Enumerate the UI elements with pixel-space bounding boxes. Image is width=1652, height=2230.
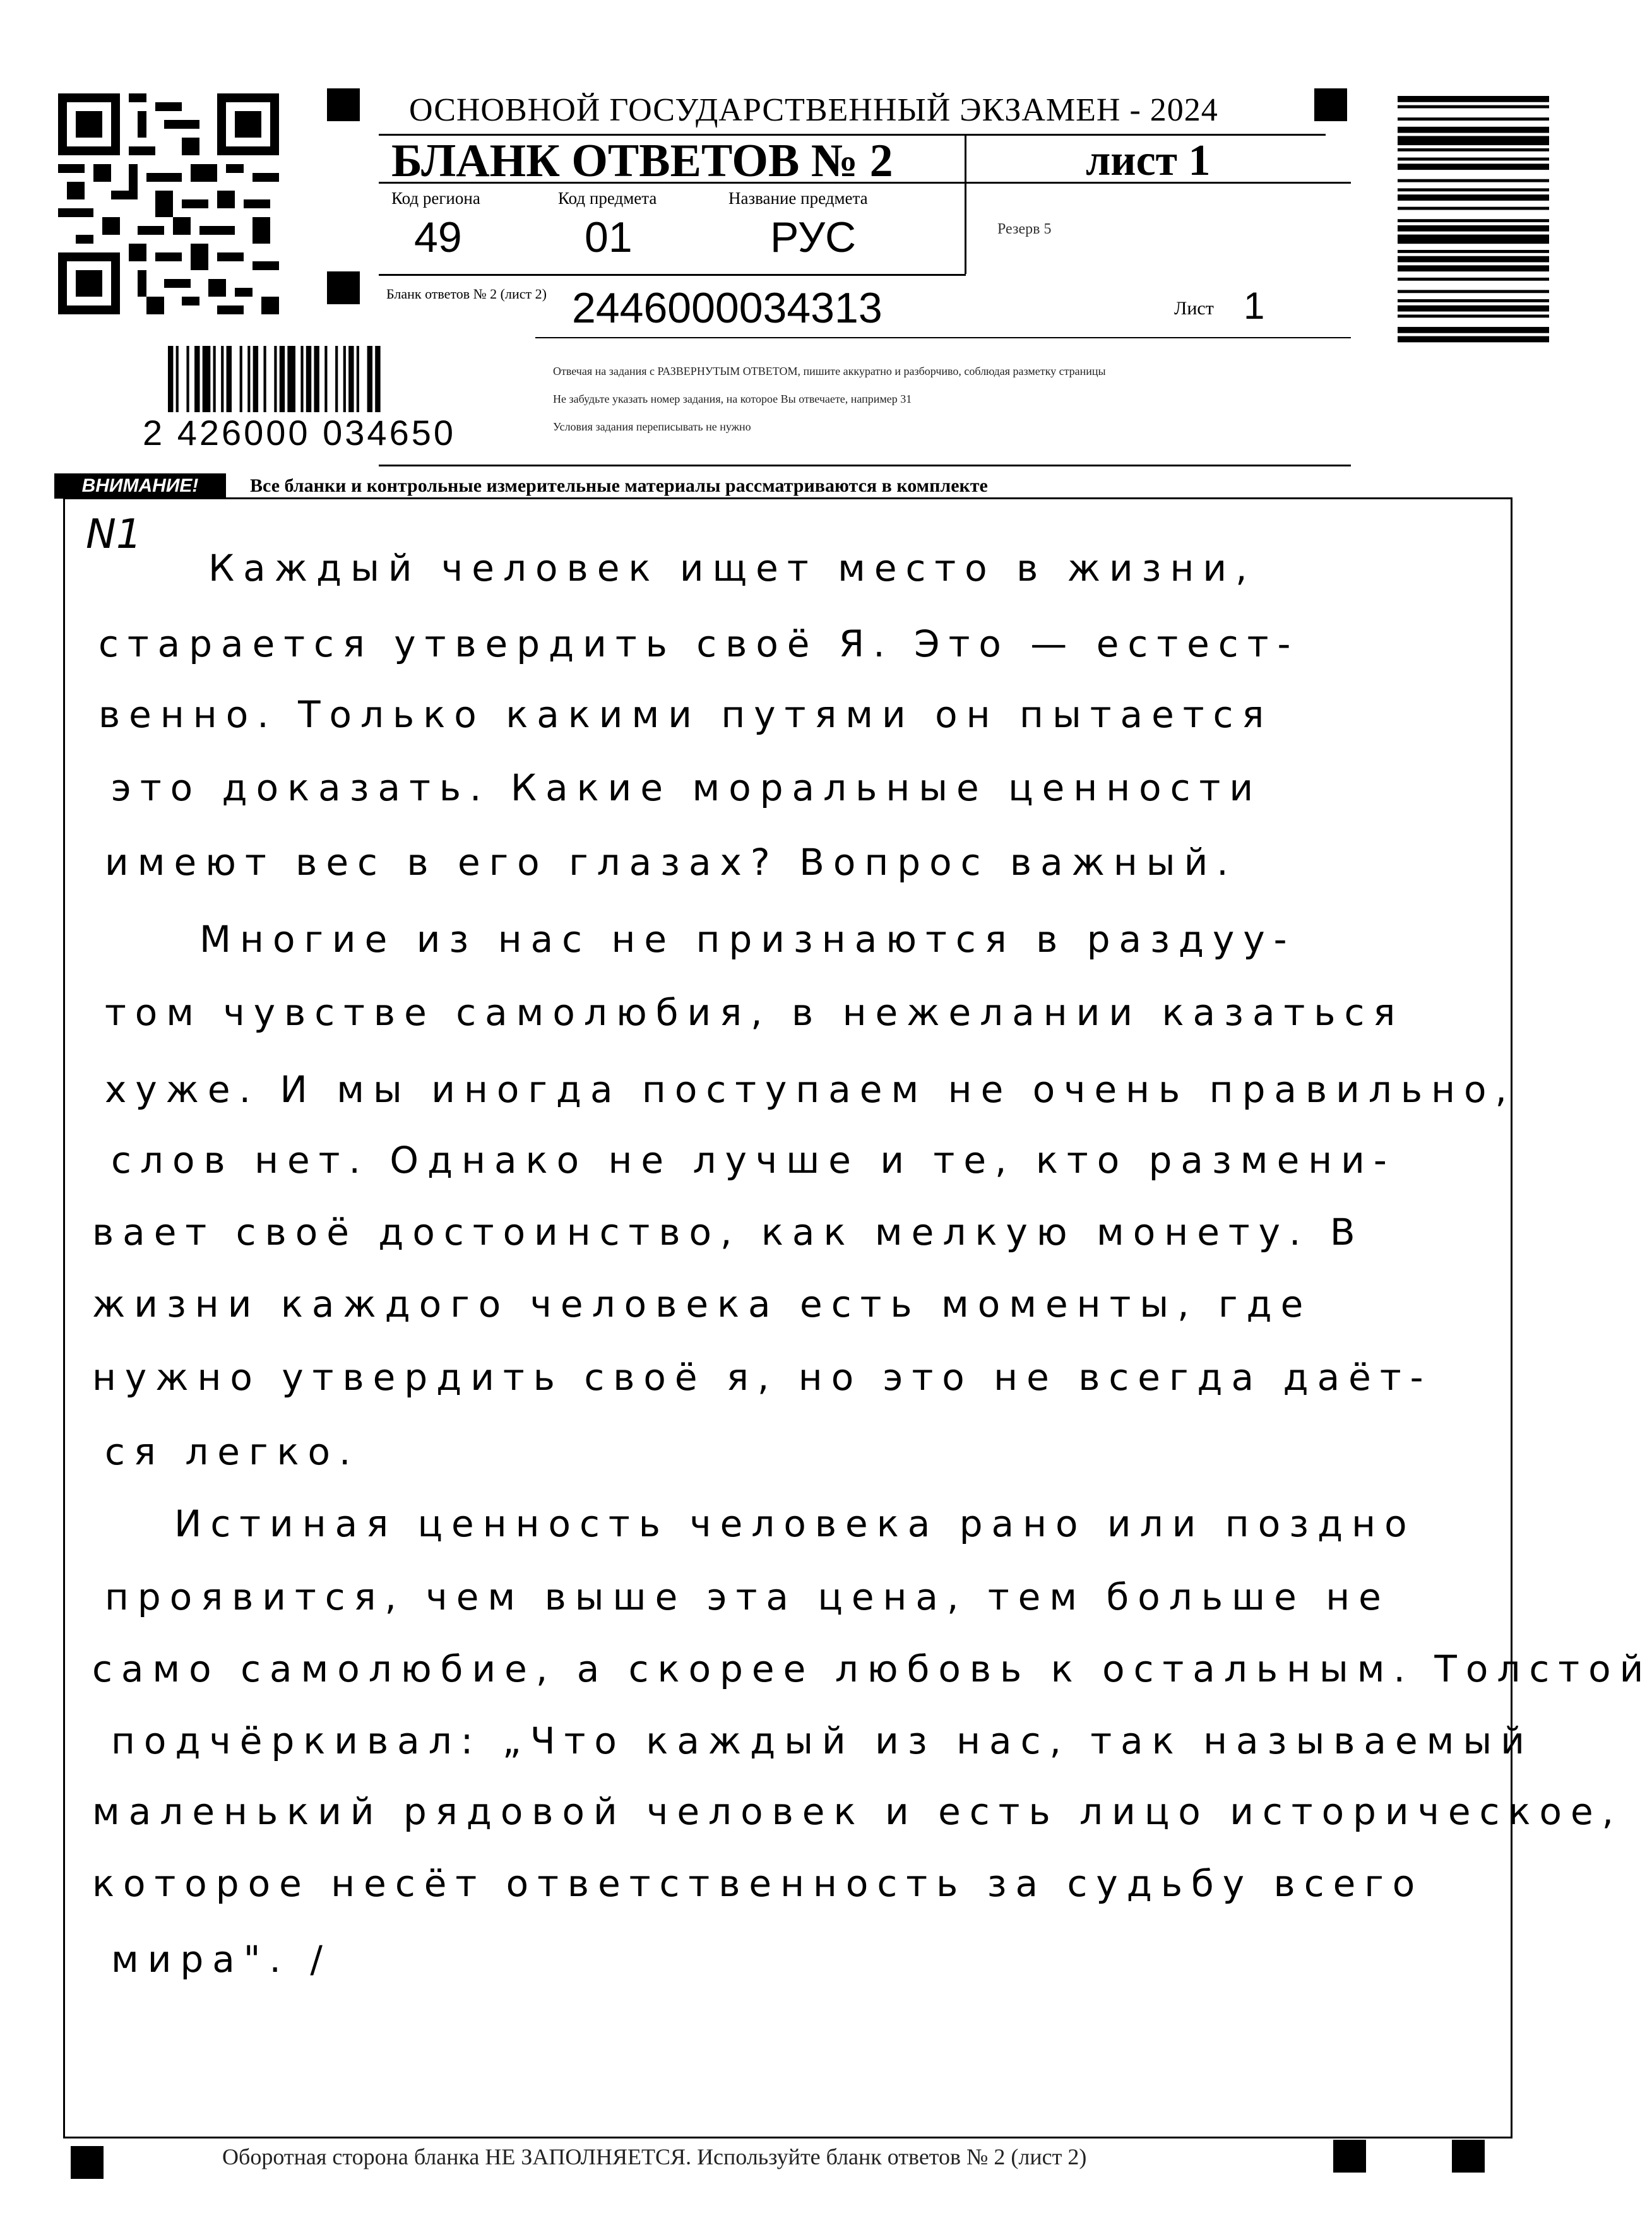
registration-mark <box>71 2146 104 2179</box>
answer-line: хуже. И мы иногда поступаем не очень правильно, <box>105 1068 1516 1111</box>
barcode-vertical <box>1398 96 1549 458</box>
qr-code <box>58 93 279 314</box>
instruction-line: Условия задания переписывать не нужно <box>553 420 751 433</box>
subject-name-caption: Название предмета <box>728 189 868 208</box>
footer-note: Оборотная сторона бланка НЕ ЗАПОЛНЯЕТСЯ. Используйте бланк ответов № 2 (лист 2) <box>222 2144 1087 2169</box>
answer-sheet-caption: Бланк ответов № 2 (лист 2) <box>386 286 547 302</box>
answer-line: которое несёт ответственность за судьбу всего <box>92 1862 1424 1905</box>
answer-line: вает своё достоинство, как мелкую монету. В <box>92 1211 1364 1254</box>
answer-line: маленький рядовой человек и есть лицо историческое, <box>92 1790 1623 1833</box>
subject-name-value: РУС <box>770 213 857 261</box>
barcode-number: 2 426000 034650 <box>143 413 456 453</box>
reserve-label: Резерв 5 <box>997 221 1052 237</box>
region-value: 49 <box>414 213 462 261</box>
divider <box>965 134 966 274</box>
answer-line: подчёркивал: „Что каждый из нас, так называемый <box>111 1719 1533 1762</box>
answer-line: жизни каждого человека есть моменты, где <box>92 1283 1312 1326</box>
registration-mark <box>327 88 360 121</box>
answer-line: том чувстве самолюбия, в нежелании казаться <box>105 991 1405 1034</box>
answer-line: Каждый человек ищет место в жизни, <box>208 547 1256 590</box>
exam-title: ОСНОВНОЙ ГОСУДАРСТВЕННЫЙ ЭКЗАМЕН - 2024 <box>409 92 1218 128</box>
answer-line: Многие из нас не признаются в раздуу- <box>199 918 1296 961</box>
registration-mark <box>1314 88 1347 121</box>
sheet-value: 1 <box>1244 285 1265 327</box>
answer-line: само самолюбие, а скорее любовь к остальным. Толстой <box>92 1647 1652 1690</box>
form-title: БЛАНК ОТВЕТОВ № 2 <box>391 135 893 187</box>
subject-code-value: 01 <box>585 213 633 261</box>
divider <box>379 274 966 276</box>
divider <box>379 465 1351 466</box>
registration-mark <box>1333 2140 1366 2173</box>
registration-mark <box>327 271 360 304</box>
answer-line: ся легко. <box>105 1430 360 1473</box>
answer-line: Истиная ценность человека рано или поздно <box>174 1502 1416 1545</box>
answer-sheet-number: 2446000034313 <box>572 284 882 332</box>
answer-line: слов нет. Однако не лучше и те, кто размени- <box>111 1139 1396 1182</box>
task-number: N1 <box>86 511 142 558</box>
attention-text: Все бланки и контрольные измерительные материалы рассматриваются в комплекте <box>250 475 988 496</box>
divider <box>535 337 1351 338</box>
region-caption: Код региона <box>391 189 480 208</box>
sheet-label: лист 1 <box>1086 136 1211 185</box>
divider <box>379 182 1351 184</box>
subject-code-caption: Код предмета <box>558 189 657 208</box>
sheet-caption: Лист <box>1174 298 1214 319</box>
instruction-line: Не забудьте указать номер задания, на которое Вы отвечаете, например 31 <box>553 393 912 405</box>
answer-line: имеют вес в его глазах? Вопрос важный. <box>105 841 1237 884</box>
attention-badge: ВНИМАНИЕ! <box>54 473 226 499</box>
answer-line: венно. Только какими путями он пытается <box>98 693 1273 736</box>
answer-line: проявится, чем выше эта цена, тем больше не <box>105 1575 1390 1618</box>
answer-line: старается утвердить своё Я. Это — естест- <box>98 622 1300 665</box>
registration-mark <box>1452 2140 1485 2173</box>
instruction-line: Отвечая на задания с РАЗВЕРНУТЫМ ОТВЕТОМ, пишите аккуратно и разборчиво, соблюдая разметку страницы <box>553 365 1106 377</box>
answer-line: мира". / <box>111 1938 331 1981</box>
answer-line: нужно утвердить своё я, но это не всегда даёт- <box>92 1356 1432 1399</box>
answer-line: это доказать. Какие моральные ценности <box>111 766 1263 809</box>
